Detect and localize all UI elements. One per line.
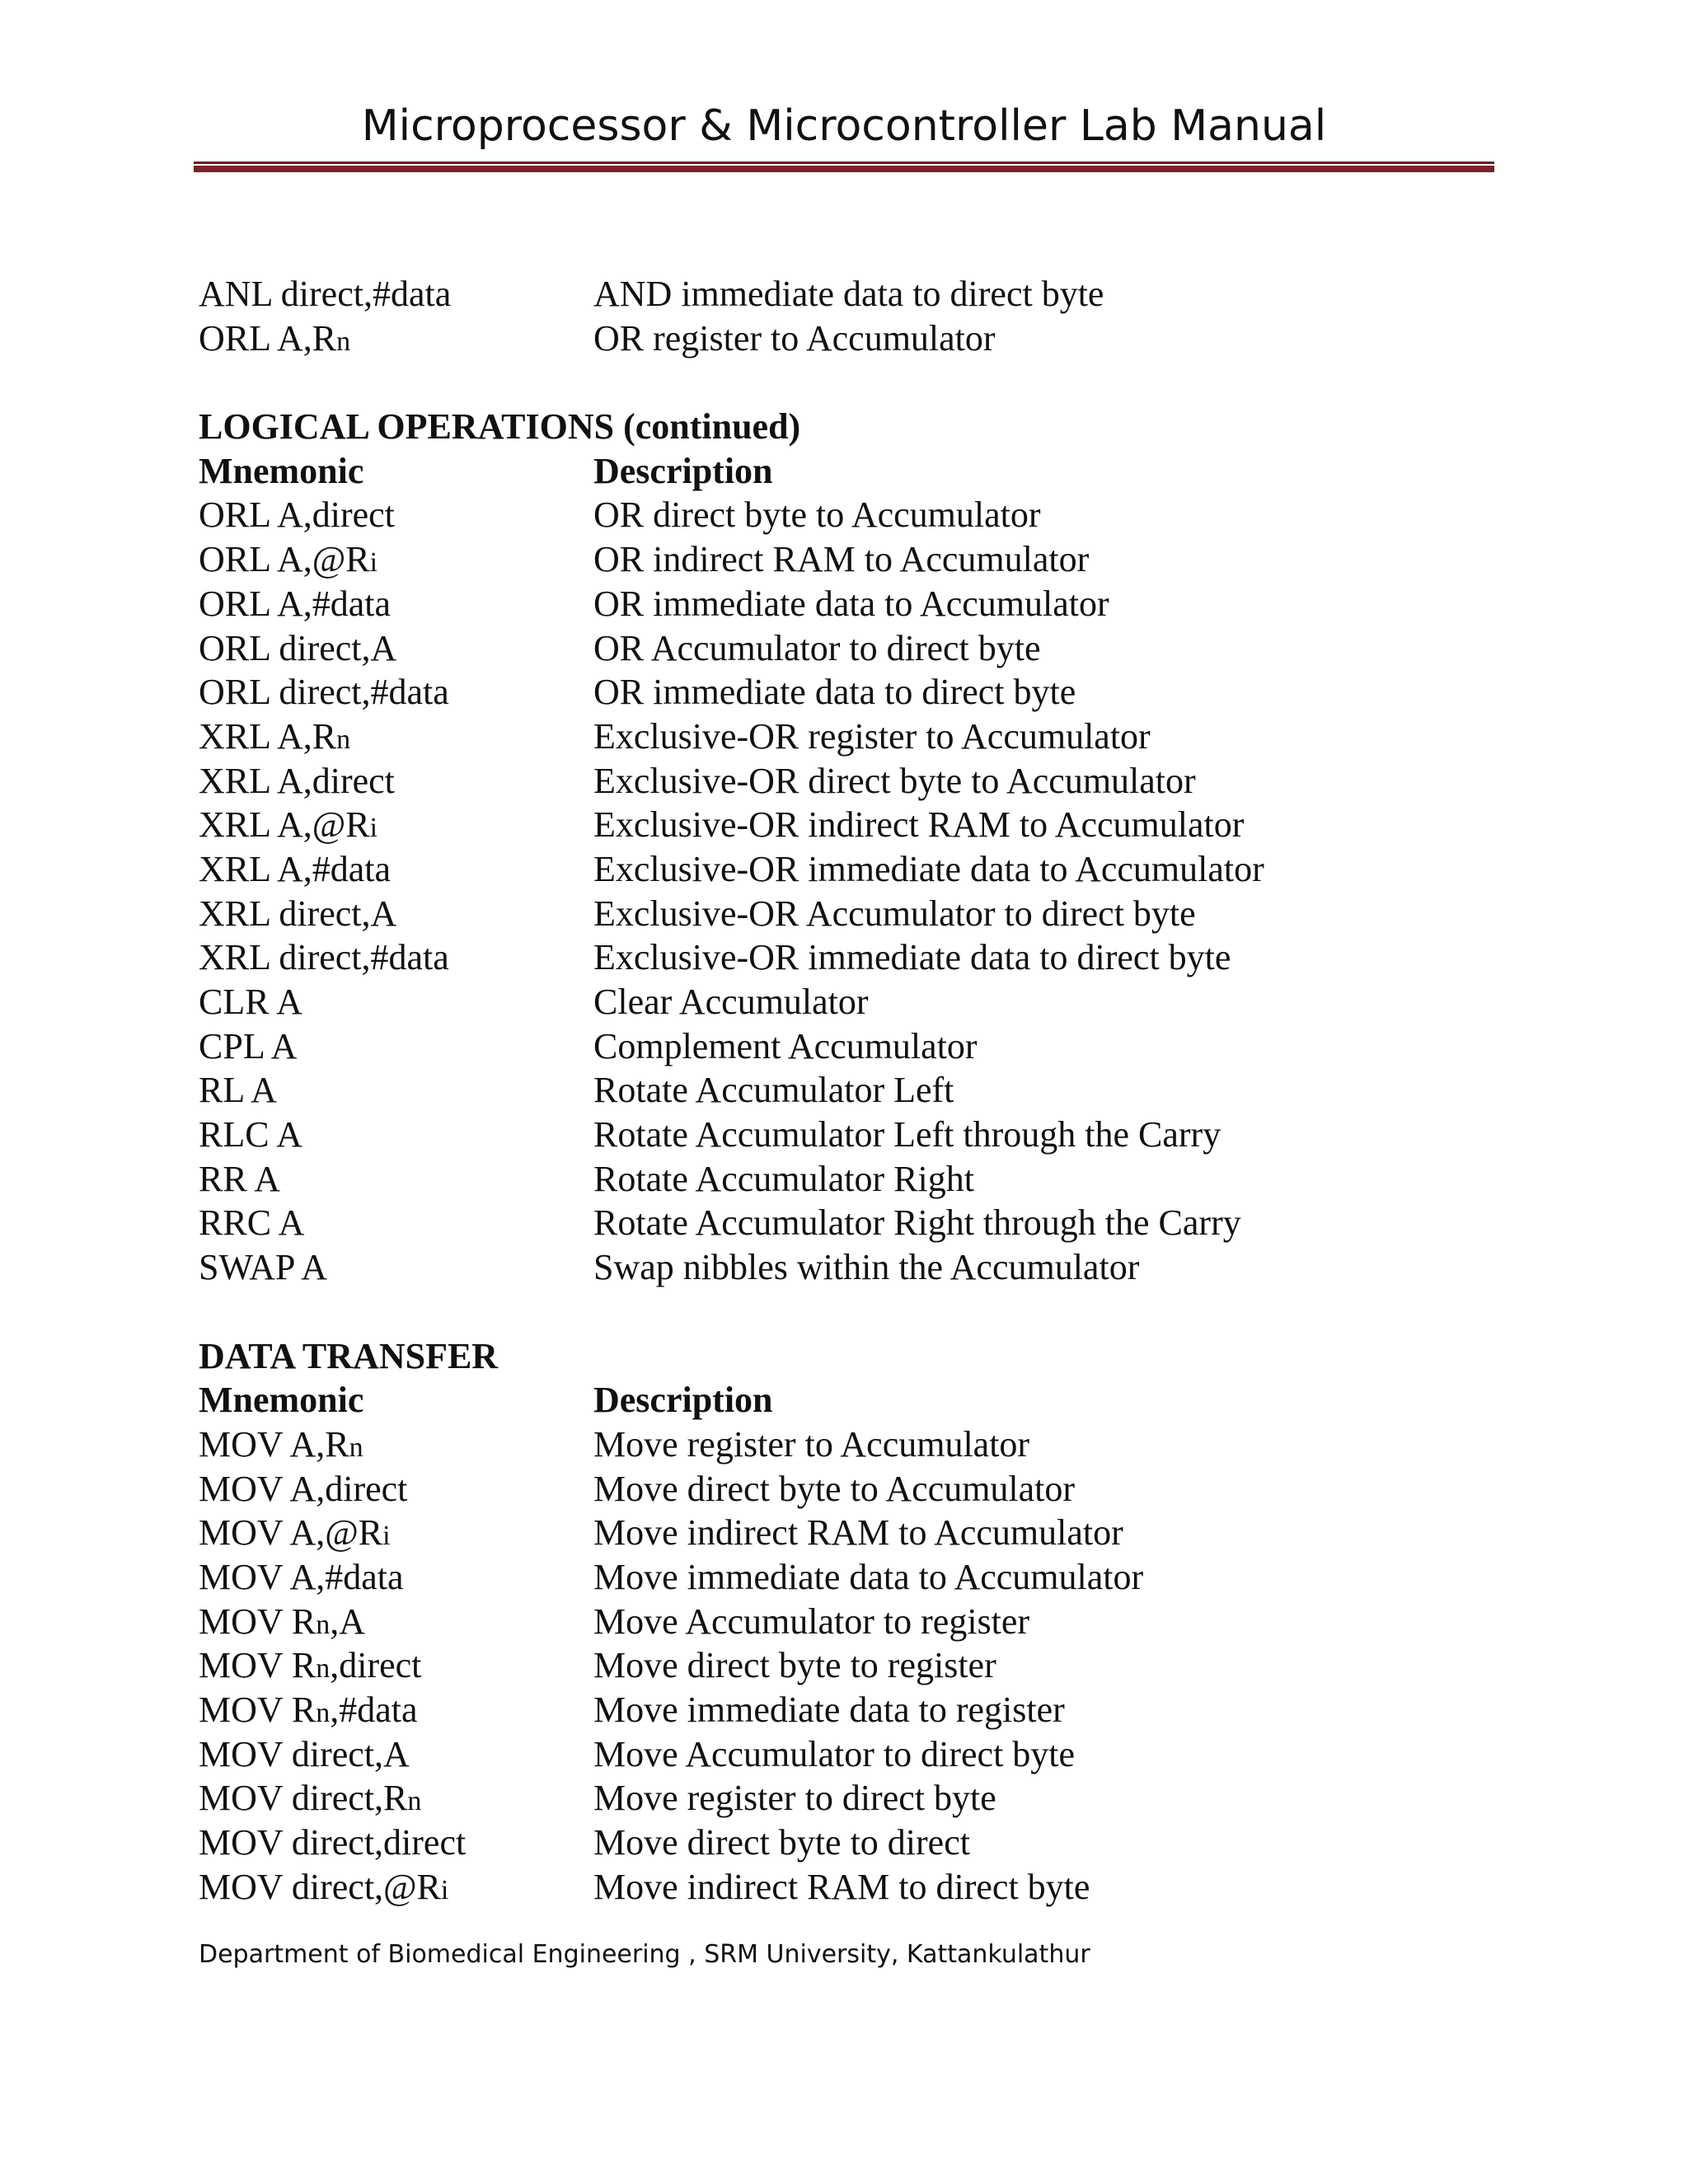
mnemonic: MOV Rn,direct — [199, 1645, 422, 1686]
operand-subscript: n — [316, 1698, 331, 1728]
mnemonic: ORL direct,#data — [199, 672, 449, 713]
mnemonic: XRL A,direct — [199, 760, 395, 801]
instruction-row — [199, 1201, 1493, 1245]
instruction-row — [199, 537, 1493, 582]
operand-subscript: n — [316, 1653, 331, 1685]
description: Clear Accumulator — [593, 982, 869, 1022]
instruction-row — [199, 1068, 1493, 1113]
mnemonic: CPL A — [199, 1025, 298, 1066]
instruction-row — [199, 1776, 1493, 1821]
column-header-description: Description — [593, 450, 773, 491]
mnemonic: XRL direct,#data — [199, 937, 449, 978]
description: Move Accumulator to register — [593, 1601, 1030, 1642]
instruction-row — [199, 1245, 1493, 1290]
description: Move direct byte to register — [593, 1645, 996, 1686]
description: Exclusive-OR immediate data to direct byte — [593, 937, 1231, 978]
instruction-row — [199, 1157, 1493, 1202]
mnemonic: MOV A,@Ri — [199, 1512, 391, 1554]
instruction-row — [199, 1113, 1493, 1157]
description: Rotate Accumulator Right — [593, 1158, 974, 1199]
mnemonic: ORL direct,A — [199, 627, 397, 668]
instruction-row — [199, 892, 1493, 936]
description: Move immediate data to Accumulator — [593, 1556, 1144, 1597]
instruction-row — [199, 1865, 1493, 1910]
description: AND immediate data to direct byte — [593, 274, 1104, 314]
description: Rotate Accumulator Left — [593, 1070, 954, 1111]
instruction-row — [199, 1821, 1493, 1865]
description: Exclusive-OR register to Accumulator — [593, 715, 1151, 757]
mnemonic: ORL A,Rn — [199, 317, 351, 359]
header-rule — [194, 162, 1494, 172]
operand-subscript: n — [336, 724, 351, 755]
instruction-row — [199, 1688, 1493, 1732]
operand-subscript: i — [369, 813, 378, 844]
instruction-row — [199, 316, 1493, 361]
instruction-row — [199, 272, 1493, 316]
instruction-row — [199, 1555, 1493, 1600]
description: Move register to direct byte — [593, 1778, 996, 1819]
description: OR immediate data to direct byte — [593, 672, 1076, 713]
mnemonic: MOV Rn,A — [199, 1601, 366, 1642]
section-title-logical: LOGICAL OPERATIONS (continued) — [199, 406, 801, 448]
description: Move Accumulator to direct byte — [593, 1733, 1076, 1774]
page-content — [199, 272, 1493, 1909]
instruction-row — [199, 493, 1493, 537]
header-rule-thick — [194, 166, 1494, 172]
section-gap — [199, 360, 1493, 405]
operand-subscript: n — [349, 1432, 363, 1463]
description: Rotate Accumulator Right through the Carry — [593, 1202, 1241, 1244]
logical-operations-list — [199, 493, 1493, 1289]
description: Exclusive-OR indirect RAM to Accumulator — [593, 804, 1245, 846]
mnemonic: ORL A,@Ri — [199, 539, 378, 580]
column-header-mnemonic: Mnemonic — [199, 450, 364, 491]
operand-subscript: n — [316, 1609, 331, 1640]
page-footer: Department of Biomedical Engineering , SRM University, Kattankulathur — [199, 1940, 1090, 1969]
header-rule-thin — [194, 162, 1494, 164]
description: Rotate Accumulator Left through the Carry — [593, 1114, 1221, 1155]
instruction-row — [199, 715, 1493, 759]
column-header-mnemonic: Mnemonic — [199, 1380, 364, 1421]
description: Exclusive-OR direct byte to Accumulator — [593, 760, 1196, 801]
mnemonic: XRL direct,A — [199, 893, 397, 934]
description: Swap nibbles within the Accumulator — [593, 1247, 1140, 1288]
mnemonic: RLC A — [199, 1114, 302, 1155]
description: Exclusive-OR immediate data to Accumulator — [593, 848, 1264, 889]
data-transfer-list — [199, 1422, 1493, 1910]
mnemonic: ANL direct,#data — [199, 274, 452, 314]
instruction-row — [199, 803, 1493, 847]
mnemonic: MOV A,Rn — [199, 1423, 363, 1465]
mnemonic: MOV A,#data — [199, 1556, 404, 1597]
description: Move indirect RAM to direct byte — [593, 1866, 1090, 1907]
column-header-row — [199, 1378, 1493, 1422]
instruction-row — [199, 670, 1493, 715]
instruction-row — [199, 1467, 1493, 1511]
instruction-row — [199, 1422, 1493, 1467]
section-title-data-transfer: DATA TRANSFER — [199, 1335, 499, 1376]
column-header-description: Description — [593, 1380, 773, 1421]
description: OR direct byte to Accumulator — [593, 494, 1041, 536]
operand-subscript: i — [440, 1874, 449, 1905]
mnemonic: MOV direct,A — [199, 1733, 410, 1774]
column-header-row — [199, 449, 1493, 494]
description: Complement Accumulator — [593, 1025, 978, 1066]
instruction-row — [199, 1732, 1493, 1777]
operand-subscript: n — [407, 1786, 422, 1817]
operand-subscript: i — [382, 1521, 391, 1552]
instruction-row — [199, 980, 1493, 1024]
mnemonic: CLR A — [199, 982, 302, 1022]
mnemonic: MOV direct,direct — [199, 1822, 467, 1863]
description: Move direct byte to Accumulator — [593, 1468, 1076, 1509]
mnemonic: MOV direct,@Ri — [199, 1866, 449, 1907]
instruction-row — [199, 582, 1493, 626]
mnemonic: RR A — [199, 1158, 281, 1199]
mnemonic: MOV Rn,#data — [199, 1690, 418, 1730]
description: Move register to Accumulator — [593, 1423, 1030, 1465]
description: Exclusive-OR Accumulator to direct byte — [593, 893, 1196, 934]
mnemonic: MOV direct,Rn — [199, 1778, 422, 1819]
instruction-row — [199, 626, 1493, 671]
mnemonic: MOV A,direct — [199, 1468, 408, 1509]
instruction-row — [199, 1511, 1493, 1555]
mnemonic: XRL A,Rn — [199, 715, 351, 757]
instruction-row — [199, 759, 1493, 804]
instruction-row — [199, 935, 1493, 980]
description: OR indirect RAM to Accumulator — [593, 539, 1090, 580]
mnemonic: RRC A — [199, 1202, 305, 1244]
instruction-row — [199, 1600, 1493, 1644]
operand-subscript: i — [369, 547, 378, 579]
description: OR immediate data to Accumulator — [593, 583, 1109, 624]
mnemonic: XRL A,@Ri — [199, 804, 378, 846]
section-gap — [199, 1290, 1493, 1334]
operand-subscript: n — [336, 326, 351, 357]
description: Move indirect RAM to Accumulator — [593, 1512, 1123, 1554]
mnemonic: XRL A,#data — [199, 848, 391, 889]
page-header-title: Microprocessor & Microcontroller Lab Manual — [361, 101, 1327, 151]
description: OR Accumulator to direct byte — [593, 627, 1041, 668]
mnemonic: SWAP A — [199, 1247, 328, 1288]
description: Move direct byte to direct — [593, 1822, 970, 1863]
mnemonic: RL A — [199, 1070, 277, 1111]
instruction-row — [199, 1643, 1493, 1688]
mnemonic: ORL A,#data — [199, 583, 391, 624]
description: Move immediate data to register — [593, 1690, 1065, 1730]
mnemonic: ORL A,direct — [199, 494, 395, 536]
description: OR register to Accumulator — [593, 317, 996, 359]
instruction-row — [199, 1024, 1493, 1069]
instruction-row — [199, 847, 1493, 892]
